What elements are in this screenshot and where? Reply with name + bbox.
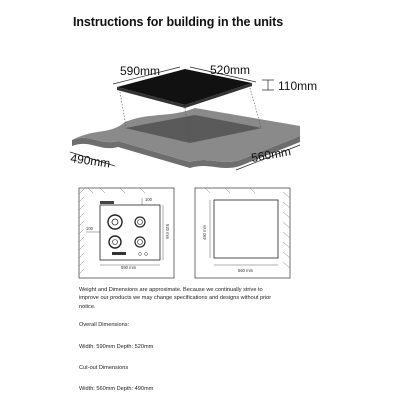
left-top-dim: 100 <box>145 197 152 202</box>
disclaimer-line-2: improve our products we may change specifications and designs without prior <box>79 295 272 302</box>
right-bottom-dim: 560 mm <box>238 268 254 273</box>
left-bottom-dim: 590 mm <box>121 265 137 270</box>
overall-height-label: 110mm <box>278 79 318 93</box>
left-right-dim: 520 mm <box>165 224 170 240</box>
left-technical-drawing <box>79 188 174 278</box>
overall-width-label: 590mm <box>120 64 161 78</box>
overall-dimensions-heading: Overall Dimensions: <box>79 322 130 329</box>
right-technical-drawing <box>195 188 290 278</box>
disclaimer-line-1: Weight and Dimensions are approximate. Because we continually strive to <box>79 287 263 293</box>
cutout-depth-label: 560mm <box>250 144 292 165</box>
disclaimer-line-3: notice. <box>79 303 96 310</box>
right-left-dim: 490 mm <box>202 224 207 240</box>
cutout-dimensions-heading: Cut-out Dimensions <box>79 365 129 372</box>
cutout-width-label: 490mm <box>69 151 112 171</box>
dimension-notes <box>79 286 329 394</box>
page-title: Instructions for building in the units <box>73 15 284 29</box>
overall-dimensions-values: Width: 590mm Depth: 520mm <box>79 343 154 350</box>
cutout-dimensions-values: Width: 560mm Depth: 490mm <box>79 386 154 393</box>
left-left-dim: 100 <box>86 226 93 231</box>
overall-depth-label: 520mm <box>210 63 251 77</box>
